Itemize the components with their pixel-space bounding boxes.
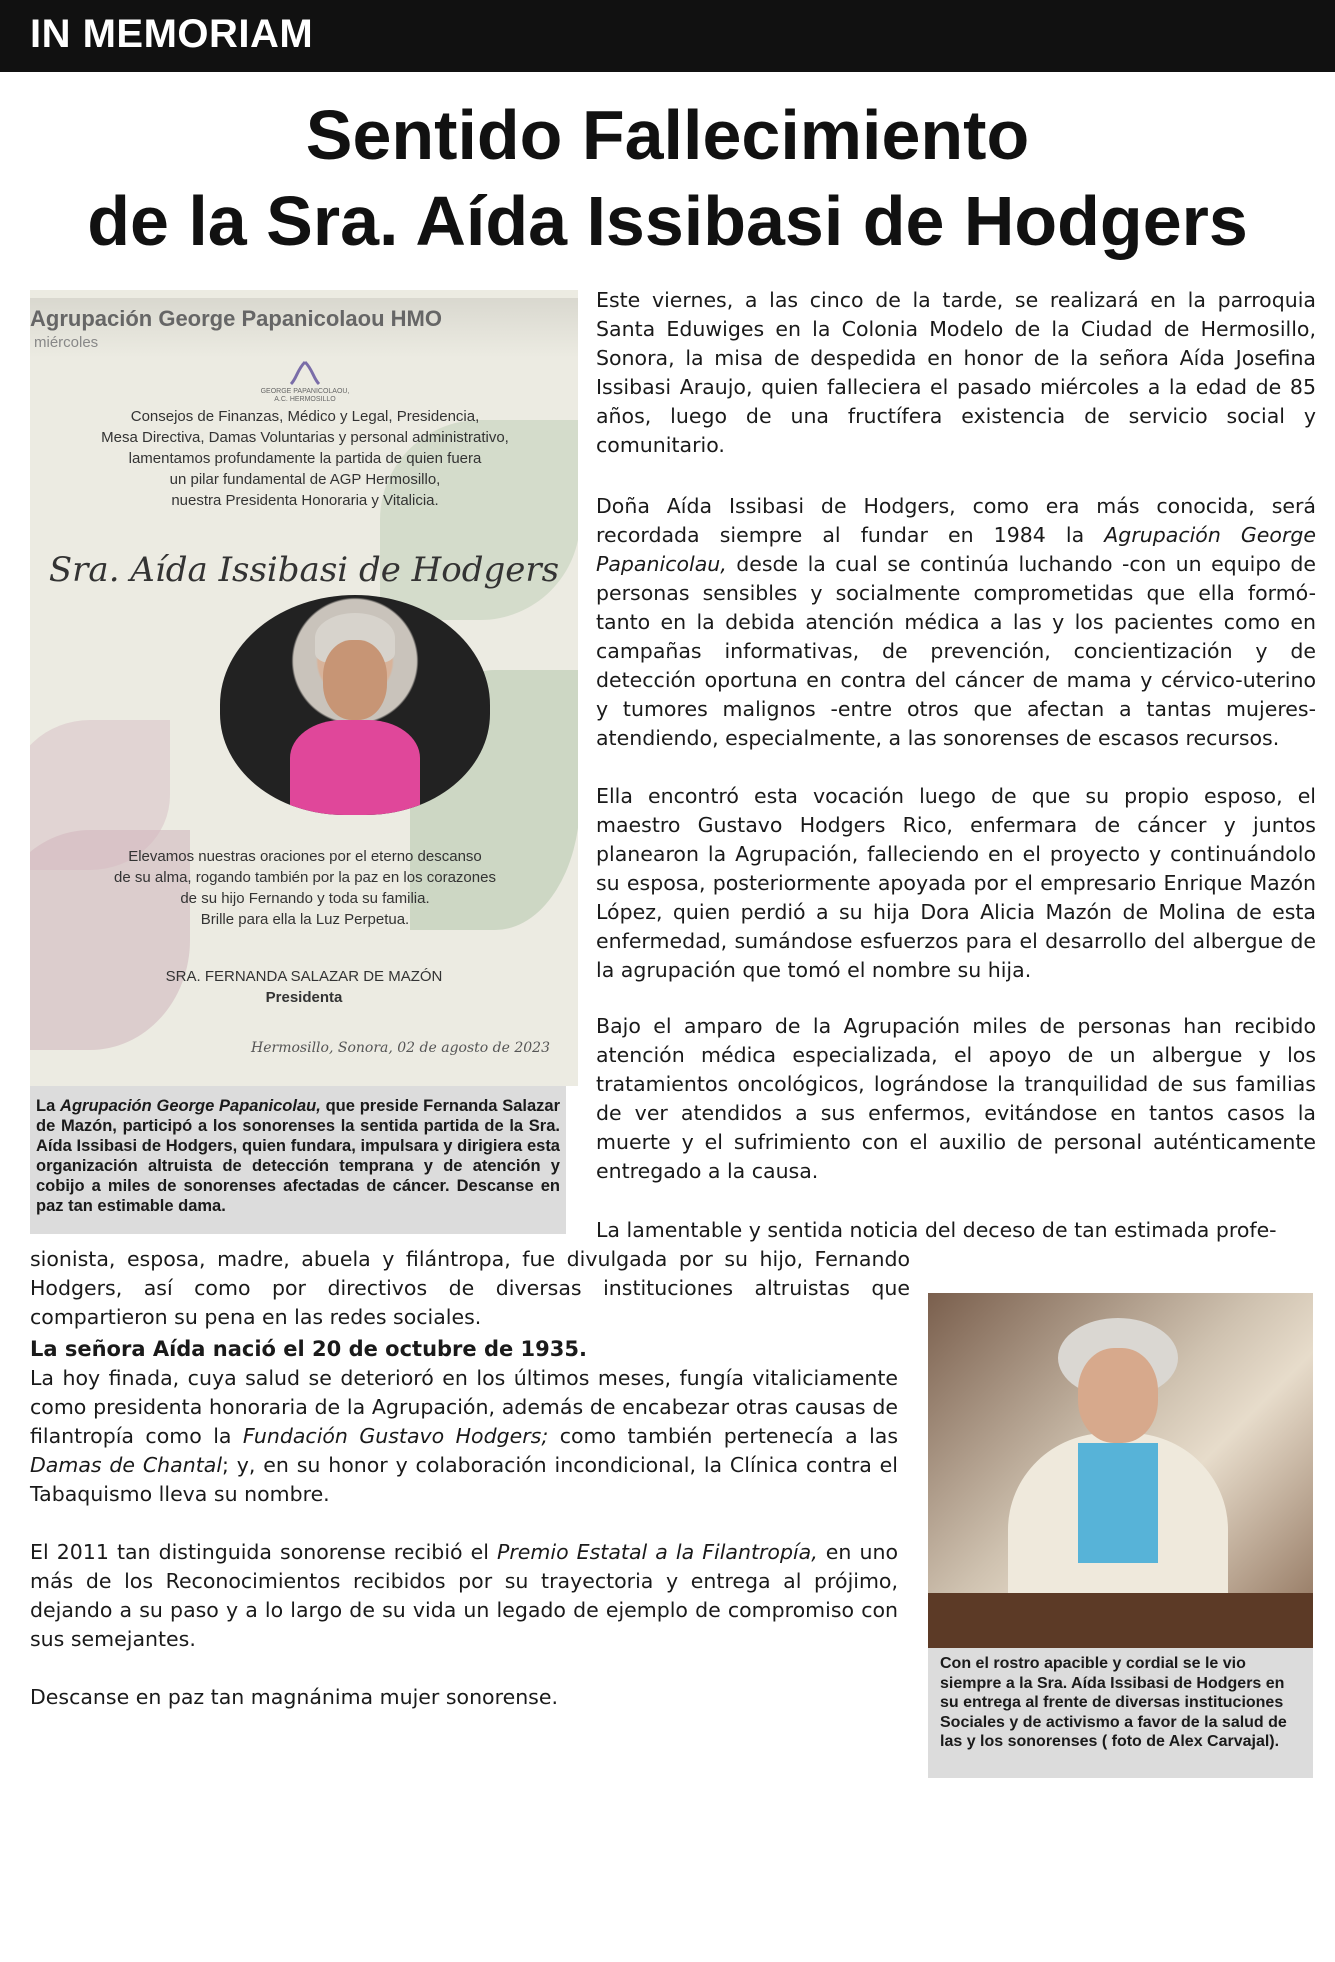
paragraph-text: El 2011 tan distinguida sonorense recibió el [30,1540,497,1564]
section-subhead: La señora Aída nació el 20 de octubre de 1935. [30,1337,587,1361]
paragraph-text: en uno más de los Reconocimientos recibidos por su trayectoria y entrega al prójimo, dejando a su paso y a lo largo de su vida un legado de ejemplo de compromiso con sus semejantes. [30,1540,899,1651]
flyer-prayer-line: Elevamos nuestras oraciones por el eterno descanso [128,848,482,865]
portrait-photo-alex-carvajal [928,1293,1313,1648]
photo-table [928,1593,1313,1648]
portrait-photo [220,595,490,815]
flyer-body-line: un pilar fundamental de AGP Hermosillo, [169,471,441,488]
flyer-prayer [50,846,560,930]
flyer-org-name: Agrupación George Papanicolaou HMO [30,306,442,331]
photo-scarf [290,720,420,815]
photo-face [323,640,387,720]
section-bar [0,0,1335,72]
flyer-body-line: Consejos de Finanzas, Médico y Legal, Presidencia, [130,408,480,425]
article-paragraph-1: Este viernes, a las cinco de la tarde, se realizará en la parroquia Santa Eduwiges en la Colonia Modelo de la Ciudad de Hermosillo, Sonora, la misa de despedida en honor de la señora Aída Josefina Issibasi Araujo, quien falleciera el pasado miércoles a la edad de 85 años, luego de una fructífera existencia de servicio social y comunitario. [596,288,1316,457]
flyer-caption [30,1086,566,1234]
paragraph-italic: Fundación Gustavo Hodgers; [242,1424,549,1448]
flyer-body-line: Mesa Directiva, Damas Voluntarias y personal administrativo, [101,429,509,446]
article-paragraph-2 [596,492,1316,753]
flyer-logo-text: GEORGE PAPANICOLAOU, A.C. HERMOSILLO [260,388,350,403]
flyer-body [50,406,560,511]
flyer-day: miércoles [34,334,99,351]
condolence-flyer-image [30,290,578,1086]
flyer-body-line: lamentamos profundamente la partida de quien fuera [128,450,482,467]
flyer-prayer-line: de su hijo Fernando y toda su familia. [180,890,430,907]
paragraph-text: Doña Aída Issibasi de Hodgers, como era más conocida, será recordada siempre al fundar en 1984 la [596,494,1316,547]
article-paragraph-3: Ella encontró esta vocación luego de que su propio esposo, el maestro Gustavo Hodgers Rico, enfermara de cáncer y juntos planearon la Agrupación, falleciendo en el proyecto y continuándolo su esposa, posteriormente apoyada por el empresario Enrique Mazón López, quien perdió a su hija Dora Alicia Mazón de Molina de esta enfermedad, sumándose esfuerzos para el desarrollo del albergue de la agrupación que tomó el nombre su hija. [596,784,1316,982]
flyer-prayer-line: de su alma, rogando también por la paz en los corazones [114,869,496,886]
paragraph-italic: Agrupación George Papanicolau, [596,523,1316,576]
paragraph-italic: Premio Estatal a la Filantropía, [497,1540,818,1564]
photo-face [1078,1348,1158,1443]
paragraph-text: sionista, esposa, madre, abuela y filántropa, fue divulgada por su hijo, Fernando Hodgers, así como por directivos de diversas instituciones altruistas que compartieron su pena en las redes sociales. [30,1247,910,1329]
lower-section [30,1335,898,1712]
headline [0,92,1335,264]
article-paragraph-8: Descanse en paz tan magnánima mujer sonorense. [30,1685,558,1709]
article-paragraph-7 [30,1538,898,1654]
paragraph-text: como también pertenecía a las [548,1424,899,1448]
article-paragraph-4: Bajo el amparo de la Agrupación miles de personas han recibido atención médica especializada, el apoyo de un albergue y los tratamientos oncológicos, lográndose la tranquilidad de sus familias de ver atendidos a sus enfermos, evitándose en tantos casos la muerte y el sufrimiento con el auxilio de personal auténticamente entregado a la causa. [596,1014,1316,1183]
flyer-signer-title: Presidenta [265,989,343,1006]
caption-italic: Agrupación George Papanicolau, [60,1097,321,1115]
flyer-date: Hermosillo, Sonora, 02 de agosto de 2023 [251,1040,550,1056]
ribbon-logo-icon [285,360,325,386]
caption-text: La [36,1097,61,1115]
paragraph-italic: Damas de Chantal [30,1453,223,1477]
flyer-body-line: nuestra Presidenta Honoraria y Vitalicia. [171,492,439,509]
headline-line-1: Sentido Fallecimiento [305,96,1030,174]
photo-caption: Con el rostro apacible y cordial se le vio siempre a la Sra. Aída Issibasi de Hodgers en su entrega al frente de diversas instituciones Sociales y de activismo a favor de la salud de las y los sonorenses ( foto de Alex Carvajal). [928,1648,1313,1778]
photo-shirt [1078,1443,1158,1563]
paragraph-text: ; y, en su honor y colaboración incondicional, la Clínica contra el Tabaquismo lleva su nombre. [30,1453,898,1506]
flyer-honoree-name: Sra. Aída Issibasi de Hodgers [48,550,560,590]
flyer-signature [30,966,578,1008]
section-label: IN MEMORIAM [30,12,314,56]
headline-line-2: de la Sra. Aída Issibasi de Hodgers [87,182,1248,260]
paragraph-text: desde la cual se continúa luchando -con un equipo de personas sensibles y socialmente comprometidas que ella formó- tanto en la debida atención médica a las y los pacientes como en campañas informativas, de prevención, concientización y de detección oportuna en contra del cáncer de mama y cérvico-uterino y tumores malignos -entre otros que afectan a tantas mujeres- atendiendo, especialmente, a las sonorenses de escasos recursos. [596,552,1316,750]
article-paragraph-5-start: La lamentable y sentida noticia del deceso de tan estimada profe- [596,1218,1277,1242]
caption-text: que preside Fernanda Salazar de Mazón, participó a los sonorenses la sentida partida de la Sra. Aída Issibasi de Hodgers, quien fundara, impulsara y dirigiera esta organización altruista de detección temprana y de atención y cobijo a miles de sonorenses afectadas de cáncer. Descanse en paz tan estimable dama. [36,1097,561,1215]
flyer-signer: SRA. FERNANDA SALAZAR DE MAZÓN [165,968,443,985]
paragraph-text: La hoy finada, cuya salud se deterioró en los últimos meses, fungía vitaliciamente como presidenta honoraria de la Agrupación, además de encabezar otras causas de filantropía como la [30,1366,898,1448]
article-paragraph-6 [30,1364,898,1509]
flyer-prayer-line: Brille para ella la Luz Perpetua. [200,911,410,928]
